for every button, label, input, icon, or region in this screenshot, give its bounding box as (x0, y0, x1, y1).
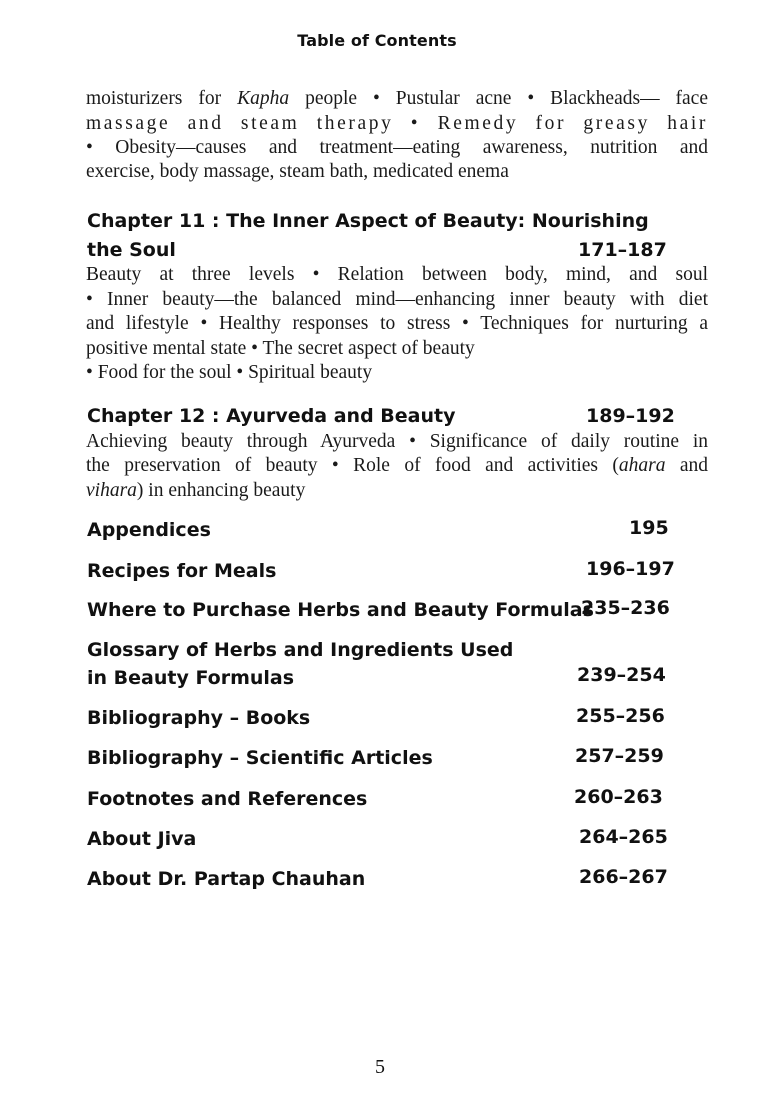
intro-line-4: exercise, body massage, steam bath, medicated enema (86, 161, 509, 182)
entry-where-to-purchase-pages: 235–236 (581, 597, 670, 619)
ch12-line-3: vihara) in enhancing beauty (86, 480, 306, 501)
ch11-line-1: Beauty at three levels • Relation between body, mind, and soul (86, 264, 708, 285)
entry-appendices-pages: 195 (629, 517, 669, 539)
ch11-line-5: • Food for the soul • Spiritual beauty (86, 362, 373, 383)
vihara-word: vihara (86, 480, 137, 501)
chapter-11-pages: 171–187 (578, 239, 667, 261)
page-header: Table of Contents (297, 31, 457, 50)
entry-where-to-purchase: Where to Purchase Herbs and Beauty Formulas (87, 599, 594, 621)
chapter-11-title: Chapter 11 : The Inner Aspect of Beauty: Nourishing (87, 210, 649, 232)
ch11-line-4: positive mental state • The secret aspect of beauty (86, 338, 475, 359)
ch11-line-3: and lifestyle • Healthy responses to stress • Techniques for nurturing a (86, 313, 708, 334)
entry-bibliography-books-pages: 255–256 (576, 705, 665, 727)
intro-line-1: moisturizers for Kapha people • Pustular acne • Blackheads— face (86, 88, 708, 109)
page-number: 5 (375, 1056, 385, 1078)
entry-appendices: Appendices (87, 519, 211, 541)
entry-about-author: About Dr. Partap Chauhan (87, 868, 366, 890)
intro-line-3: • Obesity—causes and treatment—eating awareness, nutrition and (86, 137, 708, 158)
ch12-line-2: the preservation of beauty • Role of food and activities (ahara and (86, 455, 709, 476)
entry-footnotes-pages: 260–263 (574, 786, 663, 808)
entry-about-jiva-pages: 264–265 (579, 826, 668, 848)
entry-recipes: Recipes for Meals (87, 560, 277, 582)
entry-bibliography-books: Bibliography – Books (87, 707, 311, 729)
entry-recipes-pages: 196–197 (586, 558, 675, 580)
ahara-word: ahara (618, 455, 666, 476)
chapter-11-title-cont: the Soul (87, 239, 176, 261)
entry-glossary-pages: 239–254 (577, 664, 666, 686)
entry-glossary: Glossary of Herbs and Ingredients Used (87, 639, 514, 661)
ch11-line-2: • Inner beauty—the balanced mind—enhancing inner beauty with diet (86, 289, 708, 310)
entry-footnotes: Footnotes and References (87, 788, 368, 810)
chapter-12-pages: 189–192 (586, 405, 675, 427)
ch12-line-1: Achieving beauty through Ayurveda • Significance of daily routine in (86, 431, 708, 452)
kapha-word: Kapha (237, 88, 290, 109)
entry-glossary-cont: in Beauty Formulas (87, 667, 295, 689)
intro-line-2: massage and steam therapy • Remedy for greasy hair (86, 113, 708, 134)
entry-about-author-pages: 266–267 (579, 866, 668, 888)
entry-bibliography-articles: Bibliography – Scientific Articles (87, 747, 433, 769)
chapter-12-title: Chapter 12 : Ayurveda and Beauty (87, 405, 456, 427)
entry-bibliography-articles-pages: 257–259 (575, 745, 664, 767)
entry-about-jiva: About Jiva (87, 828, 197, 850)
